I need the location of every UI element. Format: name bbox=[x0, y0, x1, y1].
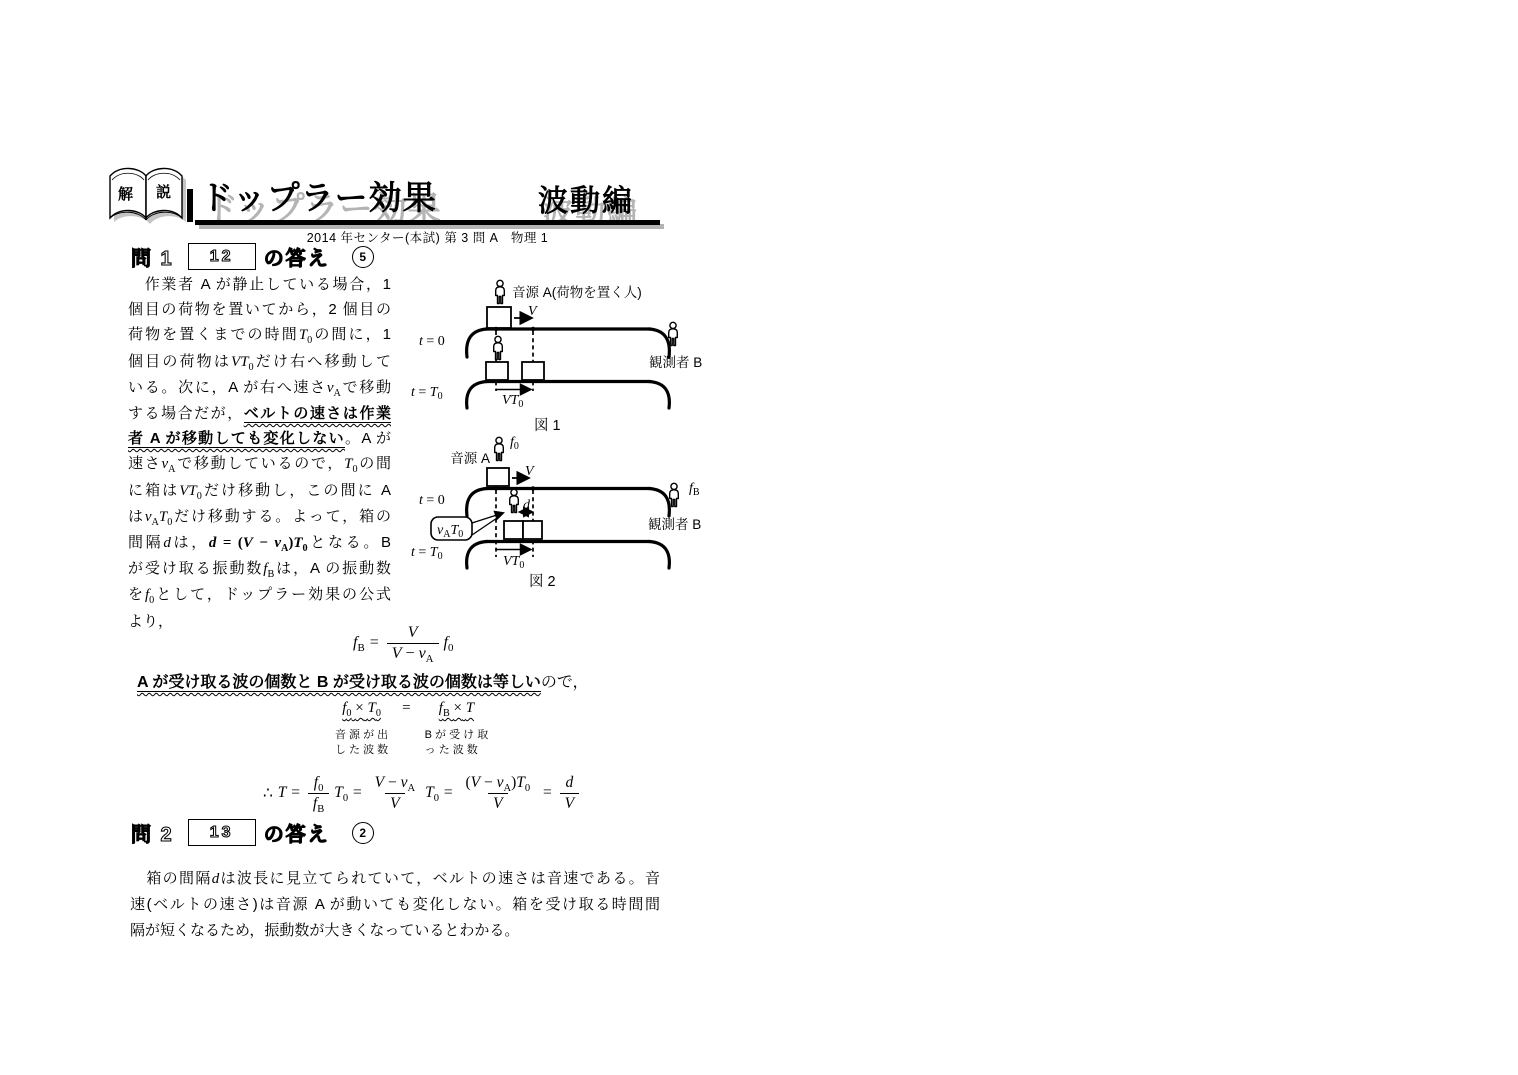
belt-mark-dot bbox=[531, 327, 535, 331]
figure-1 bbox=[411, 280, 702, 434]
belt-mark-dot bbox=[494, 327, 498, 331]
period-derivation-equation: ∴ T = $\frac{f_0}{f_B}$ $T_0$ = $\frac{V - v_A}{V}$ $T_0$ = $\frac{(V - v_A)T_0}{V}$ = $\frac{d}{V}$ bbox=[263, 771, 583, 815]
question-1-number-box bbox=[188, 243, 256, 270]
received-wave-count bbox=[425, 699, 489, 758]
worker-person-icon bbox=[494, 336, 503, 359]
source-frequency-label: f0 bbox=[510, 435, 519, 452]
title-rule bbox=[195, 220, 660, 225]
source-waves-note: 音 源 が 出 し た 波 数 bbox=[335, 729, 389, 756]
source-wave-count bbox=[335, 699, 388, 758]
box-gap-label: d bbox=[523, 498, 530, 513]
worker-person-icon bbox=[510, 489, 519, 512]
velocity-label: V bbox=[525, 464, 534, 479]
vt0-label: VT0 bbox=[502, 393, 524, 410]
callout-pointer bbox=[472, 513, 503, 523]
conveyor-belt bbox=[467, 382, 670, 409]
package-box bbox=[487, 307, 511, 328]
question-1-answer-circle bbox=[352, 246, 374, 268]
question-1-heading bbox=[131, 242, 374, 271]
badge-left-kanji: 解 bbox=[118, 186, 134, 203]
time-zero-label: t = 0 bbox=[419, 334, 445, 349]
sound-source-person-icon bbox=[496, 280, 505, 303]
package-box bbox=[523, 521, 542, 539]
observer-label: 観測者 B bbox=[648, 517, 702, 532]
book-icon bbox=[104, 160, 196, 236]
edition-label: 波動編 bbox=[538, 185, 634, 218]
time-T0-label: t = T0 bbox=[411, 545, 443, 562]
sound-source-label: 音源 A bbox=[450, 451, 490, 466]
figure-1-caption: 図 1 bbox=[534, 418, 561, 434]
question-1-number: 12 bbox=[209, 247, 234, 265]
question-2-suffix: の答え bbox=[263, 824, 330, 846]
package-box bbox=[522, 362, 544, 380]
question-2-answer-circle bbox=[352, 822, 374, 844]
package-box bbox=[504, 521, 523, 539]
question-1-label: 問 1 bbox=[131, 248, 174, 270]
figure-2-caption: 図 2 bbox=[529, 574, 556, 590]
question-2-label: 問 2 bbox=[131, 824, 174, 846]
observer-person-icon bbox=[670, 483, 679, 506]
package-box bbox=[486, 362, 508, 380]
sound-source-person-icon bbox=[495, 437, 504, 460]
question-2-heading bbox=[131, 818, 374, 847]
received-waves-expression: $f_B \times T$ bbox=[438, 700, 475, 719]
question-2-number: 13 bbox=[209, 823, 234, 841]
vat0-label: vAT0 bbox=[437, 523, 464, 540]
observer-label: 観測者 B bbox=[649, 355, 703, 370]
solution-paragraph-1: 作業者 A が静止している場合，1 個目の荷物を置いてから，2 個目の 荷物を置くまでの時間$T_0$の間に，1 個目の荷物は$VT_0$だけ右へ移動して いる。次に，A が右へ速さ$v_A$で移動 する場合だが，ベルトの速さは作業 者 A が移動しても変化しない。A が 速さ$v_A$で移動しているので，$T_0$の間 に箱は$VT_0$だけ移動し，この間に A は$v_AT_0$だけ移動する。よって，箱の 間隔dは，$d = (V - v_A)T_0$となる。B が受け取る振動数$f_B$は，A の振動数 を$f_0$として，ドップラー効果の公式 より， bbox=[128, 276, 392, 630]
figures-area bbox=[410, 275, 732, 593]
wave-count-equation bbox=[335, 699, 488, 758]
sound-source-label: 音源 A(荷物を置く人) bbox=[512, 285, 642, 300]
header-divider-bar bbox=[187, 189, 193, 222]
wave-count-statement: A が受け取る波の個数と B が受け取る波の個数は等しいので， bbox=[137, 674, 589, 691]
time-zero-label: t = 0 bbox=[419, 493, 445, 508]
conveyor-belt bbox=[467, 489, 670, 517]
badge-right-kanji: 説 bbox=[156, 184, 172, 201]
equals-sign: = bbox=[402, 700, 411, 716]
question-2-number-box bbox=[188, 819, 256, 846]
received-waves-note: B が 受 け 取 っ た 波 数 bbox=[424, 729, 489, 756]
question-1-answer: 5 bbox=[359, 249, 367, 264]
vt0-label: VT0 bbox=[503, 554, 525, 571]
observer-person-icon bbox=[669, 322, 678, 345]
question-1-suffix: の答え bbox=[263, 248, 330, 270]
question-2-answer: 2 bbox=[359, 825, 367, 840]
figure-2 bbox=[411, 435, 701, 590]
observed-frequency-label: fB bbox=[689, 481, 700, 498]
conveyor-belt bbox=[467, 542, 670, 569]
time-T0-label: t = T0 bbox=[411, 385, 443, 402]
exam-source: 2014 年センター(本試) 第 3 問 A 物理 1 bbox=[306, 231, 549, 245]
solution-paragraph-2: 箱の間隔dは波長に見立てられていて，ベルトの速さは音速である。音 速(ベルトの速さ)は音源 A が動いても変化しない。箱を受け取る時間間 隔が短くなるため，振動数が大きくなっているとわかる。 bbox=[130, 870, 660, 939]
source-waves-expression: $f_0 \times T_0$ bbox=[342, 700, 381, 719]
package-box bbox=[487, 468, 509, 486]
doppler-formula: $f_B$ = $\frac{V}{V - v_A}$ $f_0$ bbox=[353, 623, 454, 665]
page-title: ドップラー効果 bbox=[200, 179, 437, 216]
velocity-label: V bbox=[528, 304, 537, 319]
